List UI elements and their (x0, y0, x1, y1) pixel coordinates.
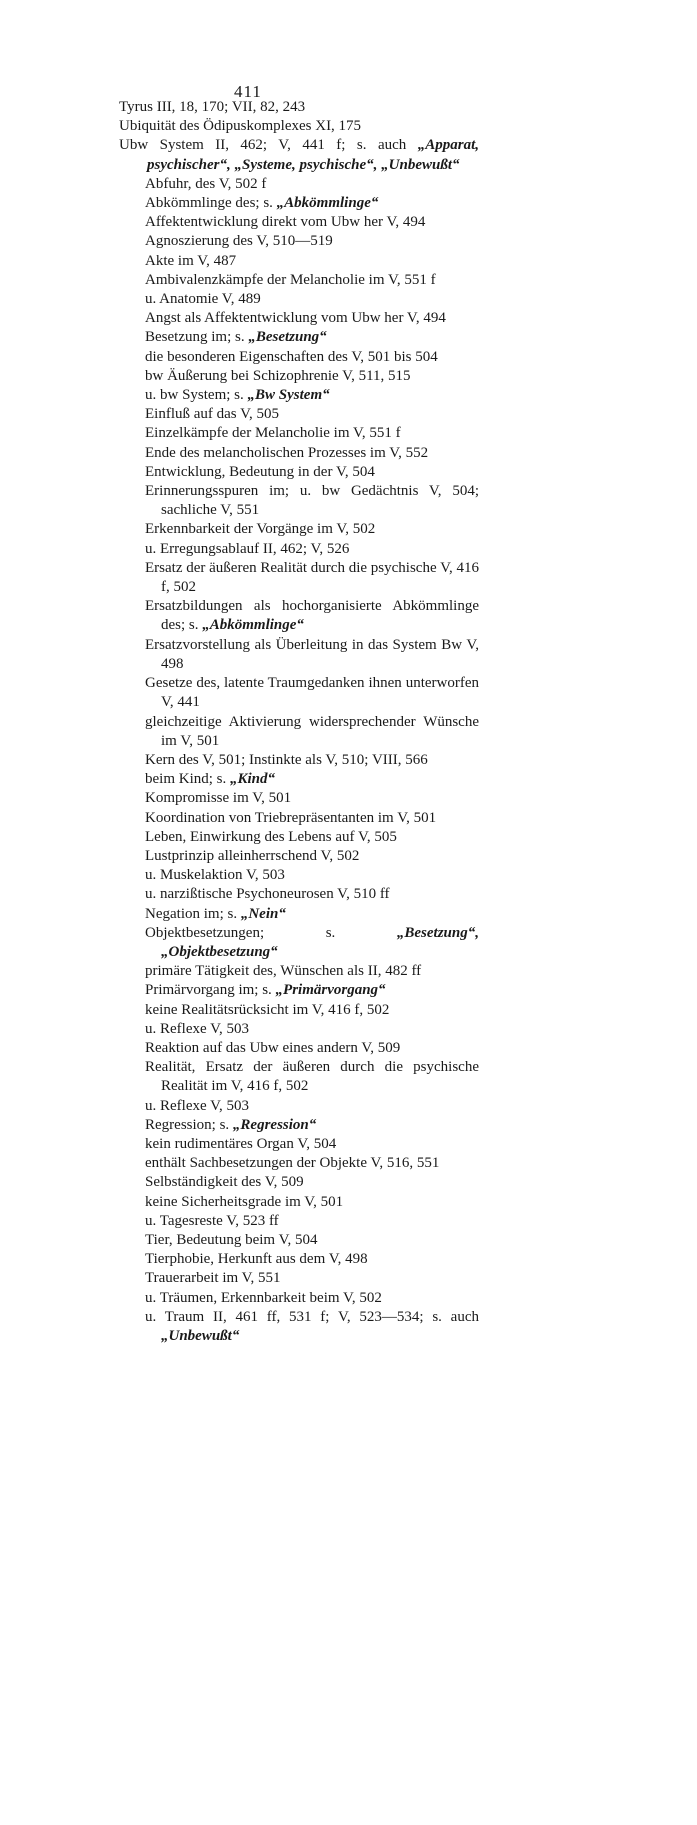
index-sub-entry (145, 1001, 479, 1020)
entry-text: Reaktion auf das Ubw eines andern V, 509 (145, 1039, 401, 1056)
entry-text: u. Reflexe V, 503 (145, 1020, 250, 1037)
index-sub-entry (145, 866, 479, 885)
entry-text: Agnoszierung des V, 510—519 (145, 233, 333, 250)
index-sub-entry (145, 290, 479, 309)
entry-text: Entwicklung, Bedeutung in der V, 504 (145, 463, 375, 480)
index-sub-entry (145, 386, 479, 405)
entry-text: enthält Sachbesetzungen der Objekte V, 516, 551 (145, 1155, 440, 1172)
entry-text: Objektbesetzungen; s. (145, 924, 397, 941)
cross-reference: „Bw System“ (247, 387, 330, 404)
index-sub-entry (145, 1212, 479, 1231)
cross-reference: „Regression“ (232, 1116, 317, 1133)
entry-text: kein rudimentäres Organ V, 504 (145, 1135, 337, 1152)
index-sub-entry (145, 175, 479, 194)
entry-text: gleichzeitige Aktivierung widersprechender Wünsche im V, 501 (145, 713, 479, 749)
cross-reference: „Primärvorgang“ (275, 982, 386, 999)
index-sub-entry (145, 809, 479, 828)
index-main-entry (119, 98, 479, 117)
entry-text: Tierphobie, Herkunft aus dem V, 498 (145, 1251, 368, 1268)
entry-text: u. Reflexe V, 503 (145, 1097, 250, 1114)
entry-text: primäre Tätigkeit des, Wünschen als II, 482 ff (145, 963, 422, 980)
entry-text: Kern des V, 501; Instinkte als V, 510; VIII, 566 (145, 751, 428, 768)
index-sub-entry (145, 770, 479, 789)
index-sub-entry (145, 213, 479, 232)
index-sub-entry (145, 713, 479, 751)
entry-text: Koordination von Triebrepräsentanten im V, 501 (145, 809, 437, 826)
index-sub-entry (145, 636, 479, 674)
entry-text: Leben, Einwirkung des Lebens auf V, 505 (145, 828, 397, 845)
entry-text: u. Erregungsablauf II, 462; V, 526 (145, 540, 350, 557)
entry-text: u. Muskelaktion V, 503 (145, 867, 285, 884)
index-sub-entry (145, 309, 479, 328)
index-sub-entry (145, 559, 479, 597)
entry-text: Besetzung im; s. (145, 329, 249, 346)
cross-reference: „Nein“ (240, 905, 286, 922)
entry-text: Ersatzvorstellung als Überleitung in das System Bw V, 498 (145, 636, 479, 672)
index-sub-entry (145, 1116, 479, 1135)
cross-reference: „Besetzung“ (248, 329, 327, 346)
index-sub-entry (145, 905, 479, 924)
index-sub-entry (145, 444, 479, 463)
cross-reference: „Abkömmlinge“ (202, 617, 304, 634)
entry-text: Ende des melancholischen Prozesses im V, 552 (145, 444, 429, 461)
entry-text: Ersatz der äußeren Realität durch die psychische V, 416 f, 502 (145, 559, 479, 596)
cross-reference: „Apparat, psychischer“, „Systeme, psychische“, „Unbewußt“ (147, 137, 479, 173)
entry-text: Negation im; s. (145, 905, 241, 922)
index-sub-entry (145, 1289, 479, 1308)
entry-text: Abfuhr, des V, 502 f (145, 175, 267, 192)
entry-text: bw Äußerung bei Schizophrenie V, 511, 515 (145, 367, 411, 384)
index-sub-entry (145, 1231, 479, 1250)
index-sub-entry (145, 751, 479, 770)
entry-text: keine Sicherheitsgrade im V, 501 (145, 1193, 344, 1210)
index-sub-entry (145, 232, 479, 251)
index-sub-entry (145, 1308, 479, 1346)
index-sub-entry (145, 1039, 479, 1058)
entry-text: Kompromisse im V, 501 (145, 790, 292, 807)
index-sub-entry (145, 981, 479, 1000)
index-sub-entry (145, 252, 479, 271)
index-sub-entry (145, 1097, 479, 1116)
entry-text: Tier, Bedeutung beim V, 504 (145, 1231, 318, 1248)
entry-text: Gesetze des, latente Traumgedanken ihnen unterworfen V, 441 (145, 675, 479, 711)
index-sub-entry (145, 962, 479, 981)
index-sub-entry (145, 885, 479, 904)
entry-text: u. Traum II, 461 ff, 531 f; V, 523—534; s. auch (145, 1308, 479, 1325)
index-sub-entry (145, 405, 479, 424)
entry-text: Affektentwicklung direkt vom Ubw her V, 494 (145, 214, 426, 231)
index-sub-entry (145, 789, 479, 808)
index-main-entry (119, 136, 479, 174)
entry-text: Ersatzbildungen als hochorganisierte Abkömmlinge des; s. (145, 598, 479, 634)
entry-text: Realität, Ersatz der äußeren durch die psychische Realität im V, 416 f, 502 (145, 1059, 479, 1095)
page-number: 411 (234, 82, 262, 101)
index-sub-entry (145, 1154, 479, 1173)
entry-text: Ubw System II, 462; V, 441 f; s. auch (119, 137, 418, 154)
index-sub-entry (145, 674, 479, 712)
entry-text: Erkennbarkeit der Vorgänge im V, 502 (145, 521, 376, 538)
entry-text: Einzelkämpfe der Melancholie im V, 551 f (145, 425, 401, 442)
index-sub-entry (145, 1135, 479, 1154)
entry-text: beim Kind; s. (145, 771, 230, 788)
index-sub-entry (145, 1250, 479, 1269)
entry-text: Abkömmlinge des; s. (145, 195, 277, 212)
index-sub-entry (145, 424, 479, 443)
index-sub-entry (145, 348, 479, 367)
index-sub-entry (145, 194, 479, 213)
index-sub-entry (145, 328, 479, 347)
index-sub-entry (145, 271, 479, 290)
entry-text: Erinnerungsspuren im; u. bw Gedächtnis V, 504; sachliche V, 551 (145, 483, 479, 519)
index-sub-entry (145, 540, 479, 559)
entry-text: Angst als Affektentwicklung vom Ubw her V, 494 (145, 310, 446, 327)
entry-text: Selbständigkeit des V, 509 (145, 1174, 304, 1191)
entry-text: u. narzißtische Psychoneurosen V, 510 ff (145, 886, 390, 903)
cross-reference: „Abkömmlinge“ (276, 195, 379, 212)
index-sub-entry (145, 463, 479, 482)
index-sub-entry (145, 367, 479, 386)
index-sub-entry (145, 1058, 479, 1096)
index-sub-entry (145, 482, 479, 520)
entry-text: die besonderen Eigenschaften des V, 501 bis 504 (145, 348, 438, 365)
index-sub-entry (145, 1020, 479, 1039)
entry-text: Ambivalenzkämpfe der Melancholie im V, 551 f (145, 271, 436, 288)
index-main-entry (119, 117, 479, 136)
entry-text: u. bw System; s. (145, 387, 248, 404)
entry-text: Trauerarbeit im V, 551 (145, 1270, 281, 1287)
entry-text: u. Träumen, Erkennbarkeit beim V, 502 (145, 1289, 382, 1306)
index-sub-entry (145, 520, 479, 539)
index-sub-entry (145, 1269, 479, 1288)
index-column (119, 98, 479, 1346)
cross-reference: „Kind“ (230, 771, 276, 788)
cross-reference: „Unbewußt“ (161, 1328, 240, 1344)
index-sub-entry (145, 828, 479, 847)
entry-text: Akte im V, 487 (145, 252, 237, 269)
entry-text: Lustprinzip alleinherrschend V, 502 (145, 847, 360, 864)
index-sub-entry (145, 597, 479, 635)
entry-text: keine Realitätsrücksicht im V, 416 f, 502 (145, 1001, 390, 1018)
entry-text: Tyrus III, 18, 170; VII, 82, 243 (119, 99, 306, 115)
index-sub-entry (145, 847, 479, 866)
entry-text: Ubiquität des Ödipuskomplexes XI, 175 (119, 118, 362, 135)
entry-text: Einfluß auf das V, 505 (145, 406, 280, 423)
cross-reference: „Besetzung“, „Objektbesetzung“ (161, 924, 479, 960)
entry-text: Regression; s. (145, 1116, 233, 1133)
entry-text: u. Tagesreste V, 523 ff (145, 1212, 279, 1229)
index-sub-entry (145, 924, 479, 962)
entry-text: u. Anatomie V, 489 (145, 291, 261, 308)
index-sub-entry (145, 1193, 479, 1212)
entry-text: Primärvorgang im; s. (145, 982, 276, 999)
index-sub-entry (145, 1173, 479, 1192)
